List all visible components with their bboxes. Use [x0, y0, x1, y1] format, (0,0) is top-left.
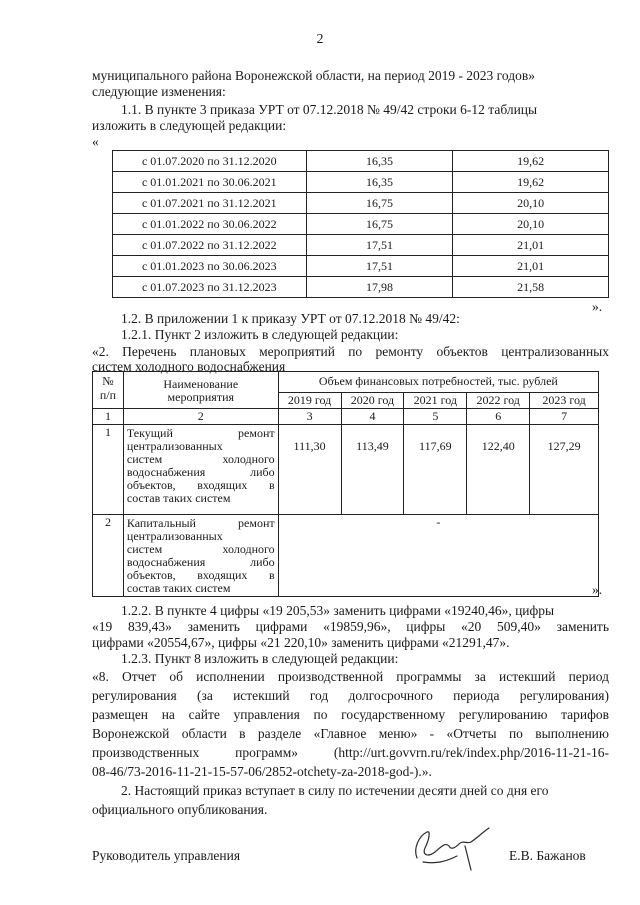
tariff-cell-b: 21,58: [453, 277, 609, 298]
section-1-2: 1.2. В приложении 1 к приказу УРТ от 07.12.2018 № 49/42:: [121, 311, 460, 326]
table-row: [93, 425, 599, 515]
row-number: 2: [93, 515, 124, 597]
intro-line-2: следующие изменения:: [92, 84, 226, 99]
event-name-line: водоснабжения либо: [126, 555, 275, 569]
tariff-cell-period: с 01.07.2023 по 31.12.2023: [113, 277, 307, 298]
event-name-line: объектов, входящих в: [126, 478, 275, 492]
event-name-line: систем холодного: [126, 542, 275, 556]
event-name-line: Текущий ремонт: [126, 426, 275, 440]
item-8-line-6: 08-46/73-2016-11-21-15-57-06/2852-otchety-za-2018-god-).».: [92, 764, 432, 779]
table2-close-quote: ».: [592, 582, 603, 597]
year-header: 2023 год: [530, 393, 599, 409]
value-cell-merged: -: [278, 515, 598, 597]
signer-position: Руководитель управления: [92, 848, 241, 863]
item-8-line-1: «8. Отчет об исполнении производственной программы за истекший период: [92, 669, 609, 684]
row-number: 1: [93, 425, 124, 515]
intro-line-4: изложить в следующей редакции:: [92, 118, 287, 133]
event-name-line: состав таких систем: [126, 491, 231, 505]
event-name-line: водоснабжения либо: [126, 465, 275, 479]
table-row: [93, 515, 599, 597]
section-1-2-3: 1.2.3. Пункт 8 изложить в следующей редакции:: [121, 651, 399, 666]
tariff-cell-b: 20,10: [453, 193, 609, 214]
signer-name: Е.В. Бажанов: [509, 848, 586, 863]
tariff-cell-a: 16,75: [306, 193, 453, 214]
tariff-cell-a: 16,35: [306, 151, 453, 172]
tariff-cell-a: 16,75: [306, 214, 453, 235]
tariff-row: [113, 151, 609, 172]
value-cell: 111,30: [278, 425, 341, 515]
repair-plan-table: [92, 371, 599, 597]
event-name-line: состав таких систем: [126, 581, 231, 595]
tariff-cell-period: с 01.07.2021 по 31.12.2021: [113, 193, 307, 214]
section-1-2-2-line-1: 1.2.2. В пункте 4 цифры «19 205,53» заменить цифрами «19240,46», цифры: [121, 603, 555, 618]
column-index: 6: [467, 409, 530, 425]
tariff-row: [113, 193, 609, 214]
column-index: 3: [278, 409, 341, 425]
year-header: 2019 год: [278, 393, 341, 409]
tariff-row: [113, 235, 609, 256]
item-8-line-4: Воронежской области в разделе «Главное меню» - «Отчеты по выполнению: [92, 726, 609, 741]
event-name: [123, 515, 278, 597]
event-name-line: Капитальный ремонт: [126, 516, 275, 530]
tariff-cell-b: 21,01: [453, 256, 609, 277]
value-cell: 117,69: [404, 425, 467, 515]
column-index: 5: [404, 409, 467, 425]
header-financial-volume: Объем финансовых потребностей, тыс. рублей: [278, 372, 598, 393]
header-number: № п/п: [93, 372, 124, 409]
column-index: 2: [123, 409, 278, 425]
year-header: 2021 год: [404, 393, 467, 409]
tariff-cell-b: 20,10: [453, 214, 609, 235]
tariff-row: [113, 172, 609, 193]
tariff-cell-b: 21,01: [453, 235, 609, 256]
tariff-table: [112, 150, 609, 298]
tariff-row: [113, 214, 609, 235]
tariff-cell-period: с 01.07.2022 по 31.12.2022: [113, 235, 307, 256]
value-cell: 122,40: [467, 425, 530, 515]
section-2-line-1: 2. Настоящий приказ вступает в силу по истечении десяти дней со дня его: [121, 783, 549, 798]
quote-open: «: [92, 134, 99, 149]
year-header: 2022 год: [467, 393, 530, 409]
tariff-cell-period: с 01.07.2020 по 31.12.2020: [113, 151, 307, 172]
tariff-cell-a: 17,98: [306, 277, 453, 298]
tariff-row: [113, 277, 609, 298]
tariff-cell-a: 17,51: [306, 235, 453, 256]
tariff-cell-a: 17,51: [306, 256, 453, 277]
item-8-line-3: размещен на сайте управления по государственному регулированию тарифов: [92, 707, 609, 722]
event-name-line: объектов, входящих в: [126, 568, 275, 582]
tariff-cell-period: с 01.01.2022 по 30.06.2022: [113, 214, 307, 235]
tariff-row: [113, 256, 609, 277]
intro-line-3: 1.1. В пункте 3 приказа УРТ от 07.12.2018 № 49/42 строки 6-12 таблицы: [121, 102, 538, 117]
tariff-cell-b: 19,62: [453, 172, 609, 193]
header-event-name: Наименование мероприятия: [123, 372, 278, 409]
section-1-2-1: 1.2.1. Пункт 2 изложить в следующей редакции:: [121, 327, 399, 342]
value-cell: 127,29: [530, 425, 599, 515]
tariff-cell-period: с 01.01.2021 по 30.06.2021: [113, 172, 307, 193]
year-header: 2020 год: [341, 393, 404, 409]
tariff-cell-period: с 01.01.2023 по 30.06.2023: [113, 256, 307, 277]
section-1-2-2-line-2: «19 839,43» заменить цифрами «19859,96», цифры «20 509,40» заменить: [92, 619, 609, 634]
column-index: 1: [93, 409, 124, 425]
column-index: 4: [341, 409, 404, 425]
item-8-line-5: производственных программ» (http://urt.govvrn.ru/rek/index.php/2016-11-21-16-: [92, 745, 609, 760]
item-8-line-2: регулирования (за истекший год долгосрочного периода регулирования): [92, 688, 609, 703]
section-2-line-2: официального опубликования.: [92, 802, 268, 817]
section-1-2-2-line-3: цифрами «20554,67», цифры «21 220,10» заменить цифрами «21291,47».: [92, 635, 510, 650]
table1-close-quote: ».: [592, 299, 603, 314]
page-number: 2: [316, 32, 324, 47]
event-name: [123, 425, 278, 515]
list-title-line-2: систем холодного водоснабжения: [92, 359, 286, 374]
value-cell: 113,49: [341, 425, 404, 515]
column-index: 7: [530, 409, 599, 425]
event-name-line: централизованных: [126, 439, 223, 453]
list-title-line-1: «2. Перечень плановых мероприятий по ремонту объектов централизованных: [92, 344, 609, 359]
tariff-cell-a: 16,35: [306, 172, 453, 193]
handwritten-signature: [405, 818, 515, 876]
event-name-line: централизованных: [126, 529, 223, 543]
tariff-cell-b: 19,62: [453, 151, 609, 172]
event-name-line: систем холодного: [126, 452, 275, 466]
intro-line-1: муниципального района Воронежской области, на период 2019 - 2023 годов»: [92, 68, 535, 83]
